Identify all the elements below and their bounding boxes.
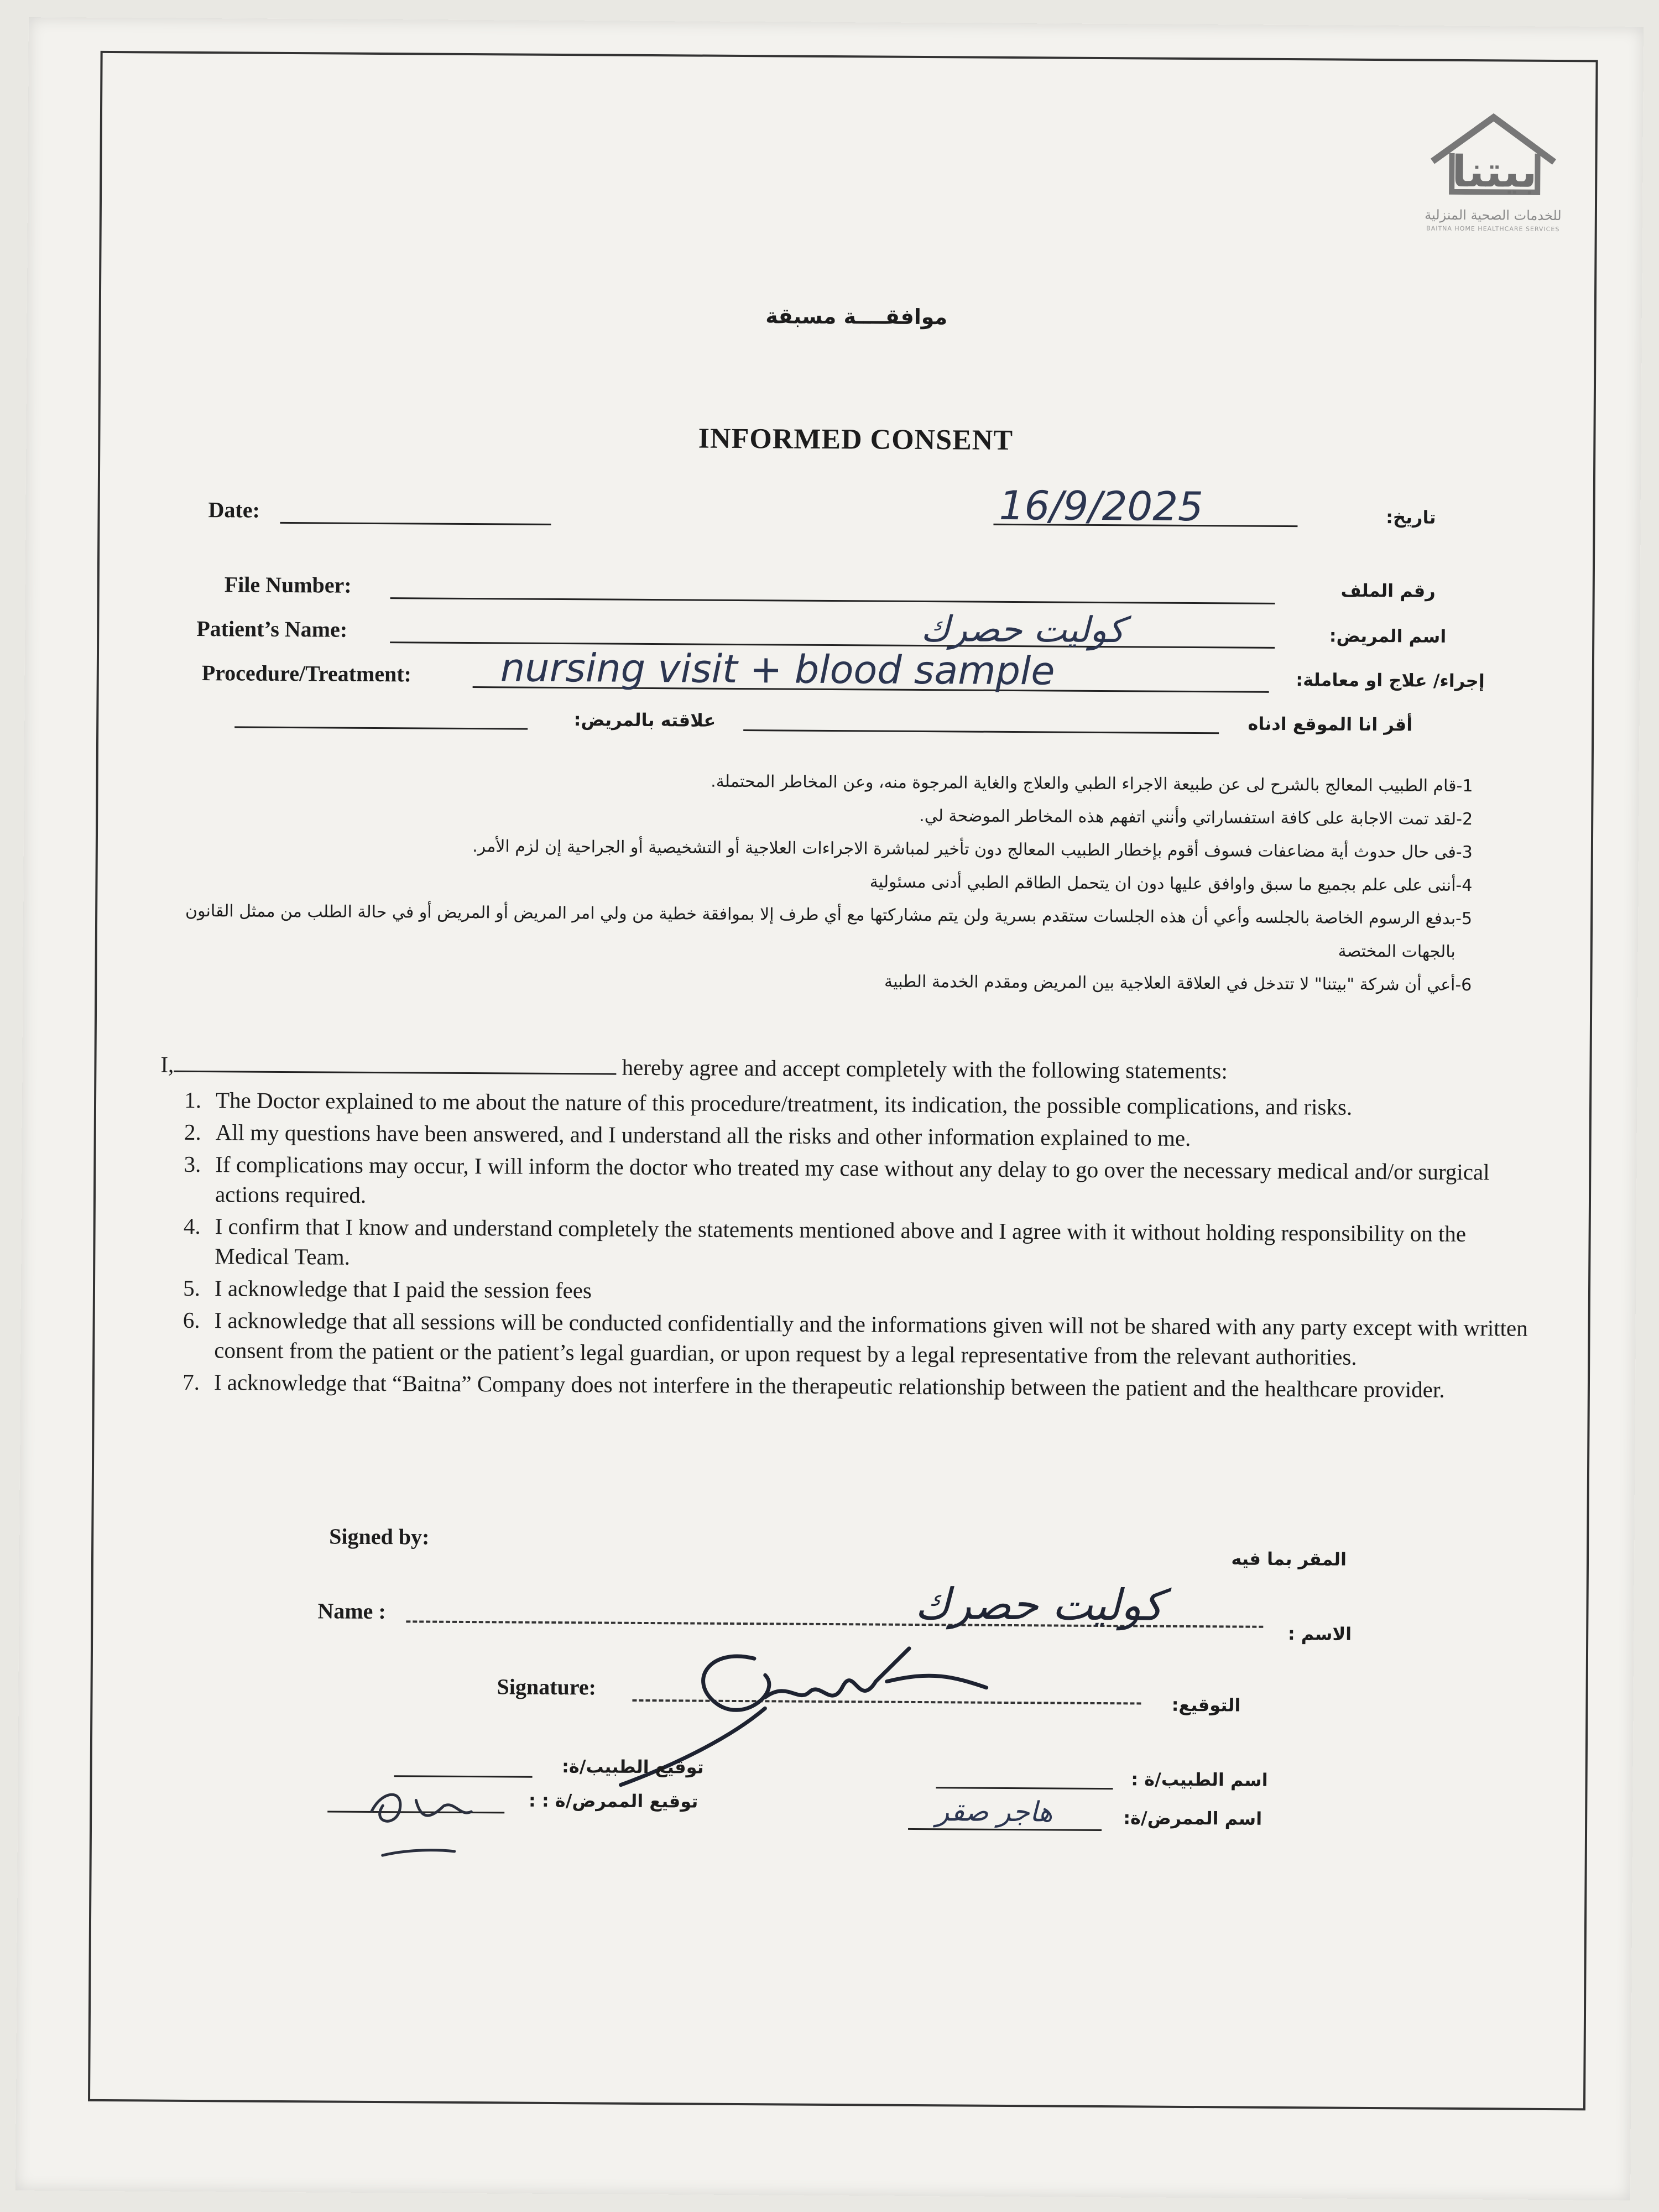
title-english: INFORMED CONSENT [698, 422, 1014, 457]
nurse-signature[interactable] [349, 1778, 483, 1867]
patient-name-label-ar: اسم المريض: [1329, 625, 1447, 647]
doctor-name-label-ar: اسم الطبيب/ة : [1131, 1768, 1268, 1791]
nurse-name-label-ar: اسم الممرض/ة: [1123, 1807, 1262, 1829]
patient-name-value[interactable]: كوليت حصرك [921, 608, 1125, 651]
procedure-value[interactable]: nursing visit + blood sample [500, 645, 1055, 694]
date-label-ar: تاريخ: [1386, 507, 1436, 528]
arabic-statement: -5 بدفع الرسوم الخاصة بالجلسه وأعي أن هذه الجلسات ستقدم بسرية ولن يتم مشاركتها مع أي طرف إلا بموافقة خطية من ولي امر المريض أو المريض أو في حالة الطلب من ممثل القانون بالجهات المختصة [185, 901, 1473, 962]
arabic-statement: -4 أننى على علم بجميع ما سبق واوافق عليها دون ان يتحمل الطاقم الطبي أدنى مسئولية [869, 872, 1473, 896]
acknowledge-label-ar: أقر انا الموقع ادناه [1248, 713, 1413, 735]
doctor-signature-label-ar: توقيع الطبيب/ة: [561, 1756, 704, 1778]
signed-by-label: Signed by: [329, 1524, 430, 1550]
file-number-label-ar: رقم الملف [1340, 580, 1436, 602]
procedure-label-ar: إجراء/ علاج او معاملة: [1296, 669, 1485, 692]
english-intro: I, hereby agree and accept completely with the following statements: [160, 1051, 1228, 1084]
date-value[interactable]: 16/9/2025 [999, 482, 1204, 530]
arabic-statement: -6 أعي أن شركة "بيتنا" لا تتدخل في العلاقة العلاجية بين المريض ومقدم الخدمة الطبية [884, 972, 1472, 995]
nurse-name-value[interactable]: هاجر صقر [936, 1795, 1053, 1828]
arabic-statement: -2 لقد تمت الاجابة على كافة استفساراتي وأنني اتفهم هذه المخاطر الموضحة لي. [919, 806, 1473, 830]
arabic-statements [161, 762, 1490, 1003]
english-statement: 1. The Doctor explained to me about the nature of this procedure/treatment, its indication, the possible complications, and risks. [184, 1087, 1353, 1120]
name-label-ar: الاسم : [1287, 1623, 1352, 1645]
baitna-logo [1399, 108, 1599, 253]
logo-wordmark: بيتنا [1452, 147, 1537, 197]
english-statement: 6. I acknowledge that all sessions will be conducted confidentially and the informations given will not be shared with any party except with written consent from the patient or the patient’s legal guardian, or upon request by a legal representative from the relevant authorities. [182, 1307, 1528, 1370]
english-statement: 3. If complications may occur, I will inform the doctor who treated my case without any delay to go over the necessary medical and/or surgical actions required. [184, 1151, 1490, 1208]
arabic-statement: -3 فى حال حدوث أية مضاعفات فسوف أقوم بإخطار الطبيب المعالج دون تأخير لمباشرة الاجراءات العلاجية أو التشخيصية أو الجراحية إن لزم الأمر. [472, 837, 1473, 863]
logo-caption-en: BAITNA HOME HEALTHCARE SERVICES [1426, 225, 1560, 233]
relation-label-ar: علاقته بالمريض: [573, 709, 716, 731]
signed-by-label-ar: المقر بما فيه [1231, 1548, 1347, 1570]
logo-caption-ar: للخدمات الصحية المنزلية [1425, 207, 1562, 224]
name-value[interactable]: كوليت حصرك [915, 1579, 1164, 1631]
title-arabic: موافقــــة مسبقة [765, 304, 948, 330]
date-label: Date: [208, 497, 260, 523]
english-statements [159, 1050, 1543, 1407]
procedure-label: Procedure/Treatment: [201, 660, 412, 687]
english-statement: 5. I acknowledge that I paid the session fees [183, 1275, 592, 1303]
acknowledger-name-line[interactable] [174, 1051, 616, 1075]
file-number-label: File Number: [224, 572, 352, 598]
english-statement: 4. I confirm that I know and understand completely the statements mentioned above and I agree with it without holding responsibility on the Medical Team. [183, 1213, 1467, 1270]
english-statement: 7. I acknowledge that “Baitna” Company does not interfere in the therapeutic relationship between the patient and the healthcare provider. [182, 1369, 1445, 1402]
signature-label-ar: التوقيع: [1171, 1694, 1241, 1716]
signature-label: Signature: [497, 1674, 597, 1700]
patient-name-label: Patient’s Name: [196, 615, 348, 642]
name-label: Name : [317, 1598, 386, 1624]
nurse-signature-label-ar: توقيع الممرض/ة : : [528, 1790, 698, 1812]
house-logo-icon [1399, 108, 1588, 209]
english-statement: 2. All my questions have been answered, and I understand all the risks and other information explained to me. [184, 1119, 1191, 1151]
arabic-statement: -1 قام الطبيب المعالج بالشرح لى عن طبيعة الاجراء الطبي والعلاج والغاية المرجوة منه، وعن المخاطر المحتملة. [711, 771, 1473, 796]
consent-form-page [15, 17, 1644, 2200]
